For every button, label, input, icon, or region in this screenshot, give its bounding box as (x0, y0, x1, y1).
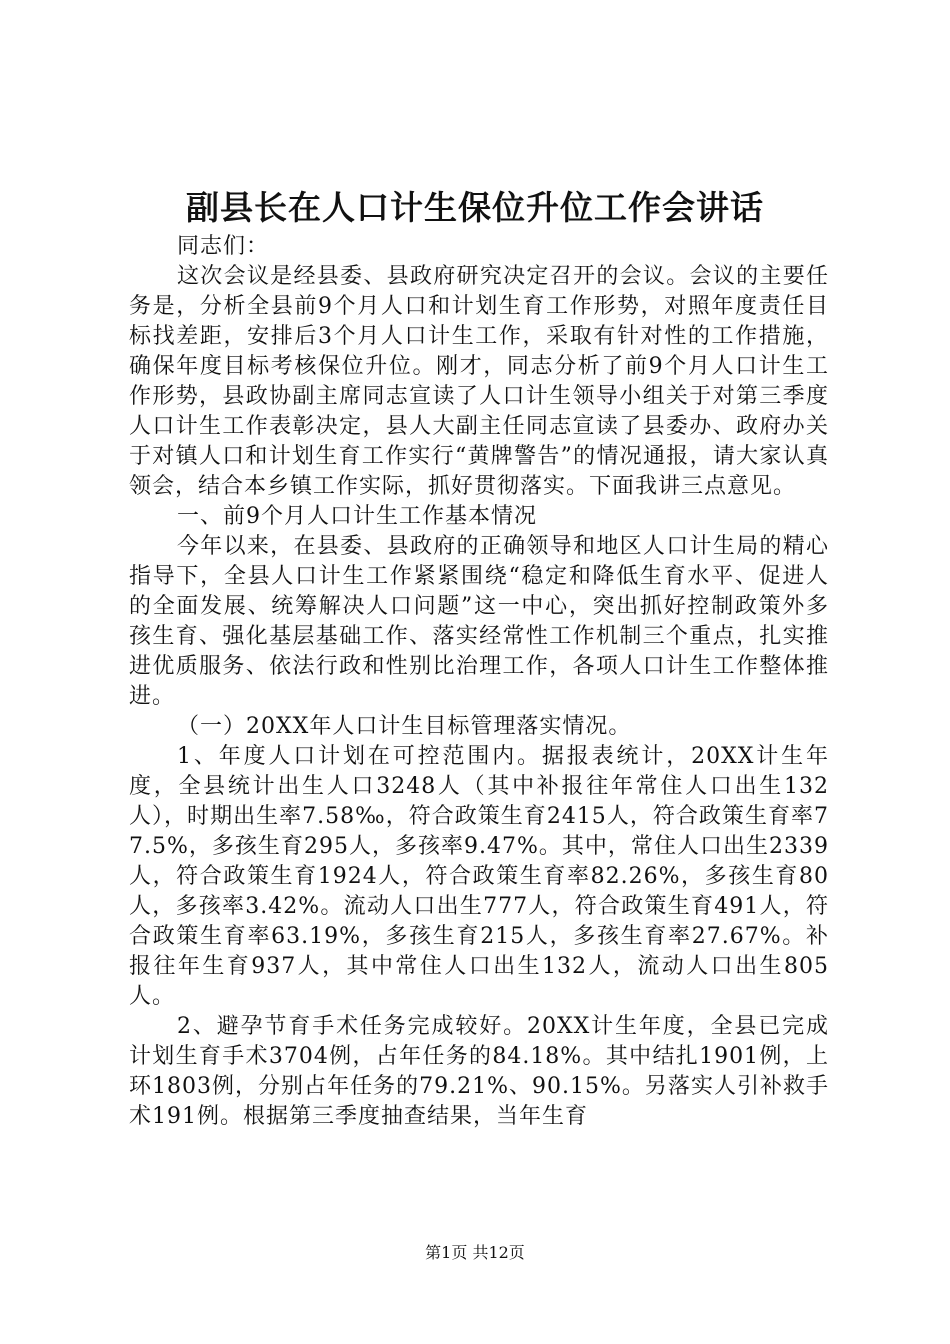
document-title: 副县长在人口计生保位升位工作会讲话 (186, 188, 764, 227)
subsection-heading: （一）20XX年人口计生目标管理落实情况。 (177, 714, 632, 739)
body-paragraph: 1、年度人口计划在可控范围内。据报表统计，20XX计生年度，全县统计出生人口3248人（其中补报往年常住人口出生132人），时期出生率7.58‰，符合政策生育2415人，符合政策生育率77.5%，多孩生育295人，多孩率9.47%。其中，常住人口出生2339人，符合政策生育1924人，符合政策生育率82.26%，多孩生育80人，多孩率3.42%。流动人口出生777人，符合政策生育491人，符合政策生育率63.19%，多孩生育215人，多孩生育率27.67%。补报往年生育937人，其中常住人口出生132人，流动人口出生805人。 (129, 744, 829, 1009)
body-paragraph: 2、避孕节育手术任务完成较好。20XX计生年度，全县已完成计划生育手术3704例，占年任务的84.18%。其中结扎1901例，上环1803例，分别占年任务的79.21%、90.15%。另落实人引补救手术191例。根据第三季度抽查结果，当年生育 (129, 1014, 829, 1129)
document-body (129, 232, 829, 1132)
intro-paragraph: 这次会议是经县委、县政府研究决定召开的会议。会议的主要任务是，分析全县前9个月人口和计划生育工作形势，对照年度责任目标找差距，安排后3个月人口计生工作，采取有针对性的工作措施，确保年度目标考核保位升位。刚才，同志分析了前9个月人口计生工作形势，县政协副主席同志宣读了人口计生领导小组关于对第三季度人口计生工作表彰决定，县人大副主任同志宣读了县委办、政府办关于对镇人口和计划生育工作实行“黄牌警告”的情况通报，请大家认真领会，结合本乡镇工作实际，抓好贯彻落实。下面我讲三点意见。 (129, 264, 829, 499)
body-paragraph: 今年以来，在县委、县政府的正确领导和地区人口计生局的精心指导下，全县人口计生工作紧紧围绕“稳定和降低生育水平、促进人的全面发展、统筹解决人口问题”这一中心，突出抓好控制政策外多孩生育、强化基层基础工作、落实经常性工作机制三个重点，扎实推进优质服务、依法行政和性别比治理工作，各项人口计生工作整体推进。 (129, 534, 829, 709)
page-number-footer: 第1页 共12页 (425, 1243, 525, 1262)
salutation: 同志们： (177, 234, 270, 259)
section-heading: 一、前9个月人口计生工作基本情况 (177, 504, 537, 529)
